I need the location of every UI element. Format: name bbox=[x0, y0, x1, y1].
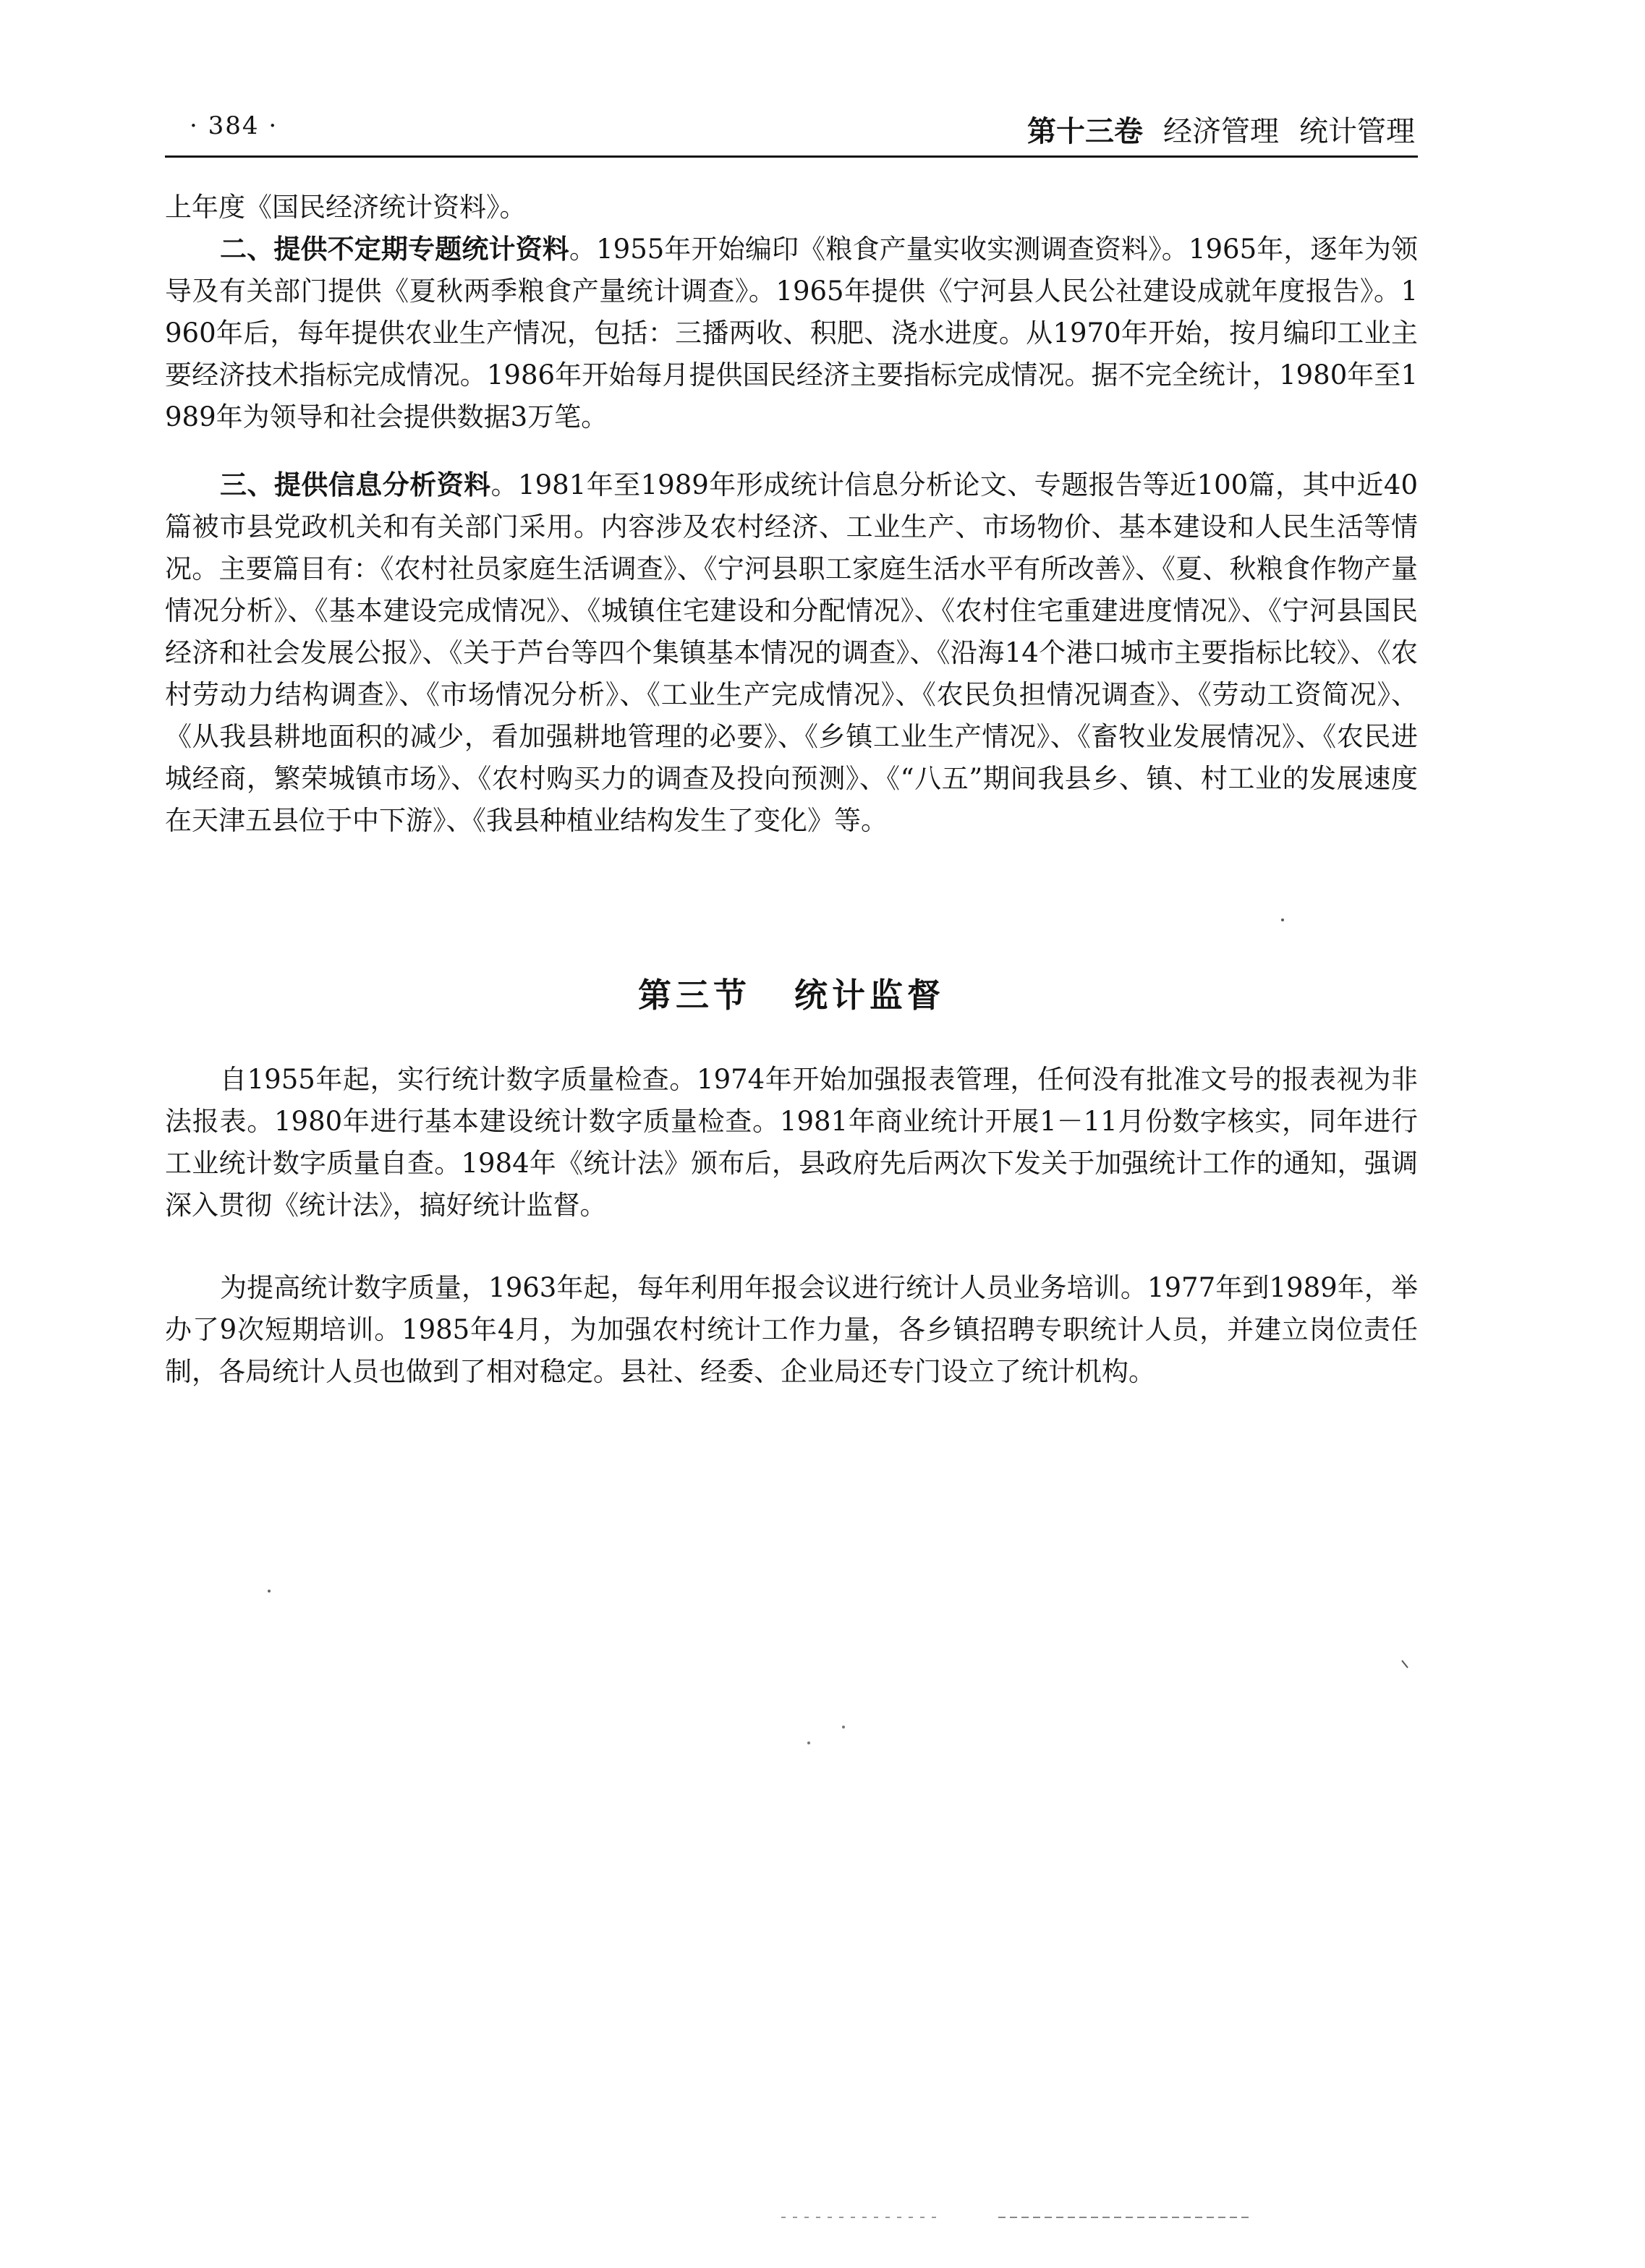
paragraph-analysis-reports bbox=[165, 464, 1418, 842]
paragraph-body-analysis: 。1981年至1989年形成统计信息分析论文、专题报告等近100篇，其中近40篇被市县党政机关和有关部门采用。内容涉及农村经济、工业生产、市场物价、基本建设和人民生活等情况。主要篇目有：《农村社员家庭生活调查》、《宁河县职工家庭生活水平有所改善》、《夏、秋粮食作物产量情况分析》、《基本建设完成情况》、《城镇住宅建设和分配情况》、《农村住宅重建进度情况》、《宁河县国民经济和社会发展公报》、《关于芦台等四个集镇基本情况的调查》、《沿海14个港口城市主要指标比较》、《农村劳动力结构调查》、《市场情况分析》、《工业生产完成情况》、《农民负担情况调查》、《劳动工资简况》、《从我县耕地面积的减少，看加强耕地管理的必要》、《乡镇工业生产情况》、《畜牧业发展情况》、《农民进城经商，繁荣城镇市场》、《农村购买力的调查及投向预测》、《“八五”期间我县乡、镇、村工业的发展速度在天津五县位于中下游》、《我县种植业结构发生了变化》等。 bbox=[165, 469, 1419, 836]
paragraph-irregular-reports bbox=[165, 229, 1418, 438]
scan-speck bbox=[807, 1742, 810, 1744]
volume-label: 第十三卷 bbox=[1027, 115, 1143, 148]
header-rule bbox=[165, 155, 1418, 158]
paragraph-lead-irregular: 二、提供不定期专题统计资料 bbox=[220, 234, 569, 265]
scan-speck bbox=[1281, 918, 1284, 921]
section-heading bbox=[165, 969, 1418, 1017]
page-number: · 384 · bbox=[190, 111, 279, 140]
scan-speck bbox=[842, 1726, 845, 1728]
paragraph-continuation: 上年度《国民经济统计资料》。 bbox=[165, 192, 527, 223]
section-number: 第三节 bbox=[638, 976, 751, 1015]
chapter-label: 统计管理 bbox=[1299, 115, 1415, 148]
paragraph-staff-training: 为提高统计数字质量，1963年起，每年利用年报会议进行统计人员业务培训。1977年到1989年，举办了9次短期培训。1985年4月，为加强农村统计工作力量，各乡镇招聘专职统计人员，并建立岗位责任制，各局统计人员也做到了相对稳定。县社、经委、企业局还专门设立了统计机构。 bbox=[165, 1272, 1418, 1387]
running-head bbox=[1027, 108, 1415, 150]
paragraph-quality-checks: 自1955年起，实行统计数字质量检查。1974年开始加强报表管理，任何没有批准文号的报表视为非法报表。1980年进行基本建设统计数字质量检查。1981年商业统计开展1－11月份数字核实，同年进行工业统计数字质量自查。1984年《统计法》颁布后，县政府先后两次下发关于加强统计工作的通知，强调深入贯彻《统计法》，搞好统计监督。 bbox=[165, 1064, 1418, 1221]
paragraph-lead-analysis: 三、提供信息分析资料 bbox=[220, 469, 491, 500]
scan-mark bbox=[1402, 1660, 1408, 1668]
running-header bbox=[165, 108, 1415, 155]
scan-speck bbox=[268, 1590, 271, 1593]
section-title: 统计监督 bbox=[794, 976, 945, 1015]
part-label: 经济管理 bbox=[1163, 115, 1279, 148]
paragraph-body-irregular: 。1955年开始编印《粮食产量实收实测调查资料》。1965年，逐年为领导及有关部门提供《夏秋两季粮食产量统计调查》。1965年提供《宁河县人民公社建设成就年度报告》。1960年后，每年提供农业生产情况，包括：三播两收、积肥、浇水进度。从1970年开始，按月编印工业主要经济技术指标完成情况。1986年开始每月提供国民经济主要指标完成情况。据不完全统计，1980年至1989年为领导和社会提供数据3万笔。 bbox=[165, 234, 1419, 432]
